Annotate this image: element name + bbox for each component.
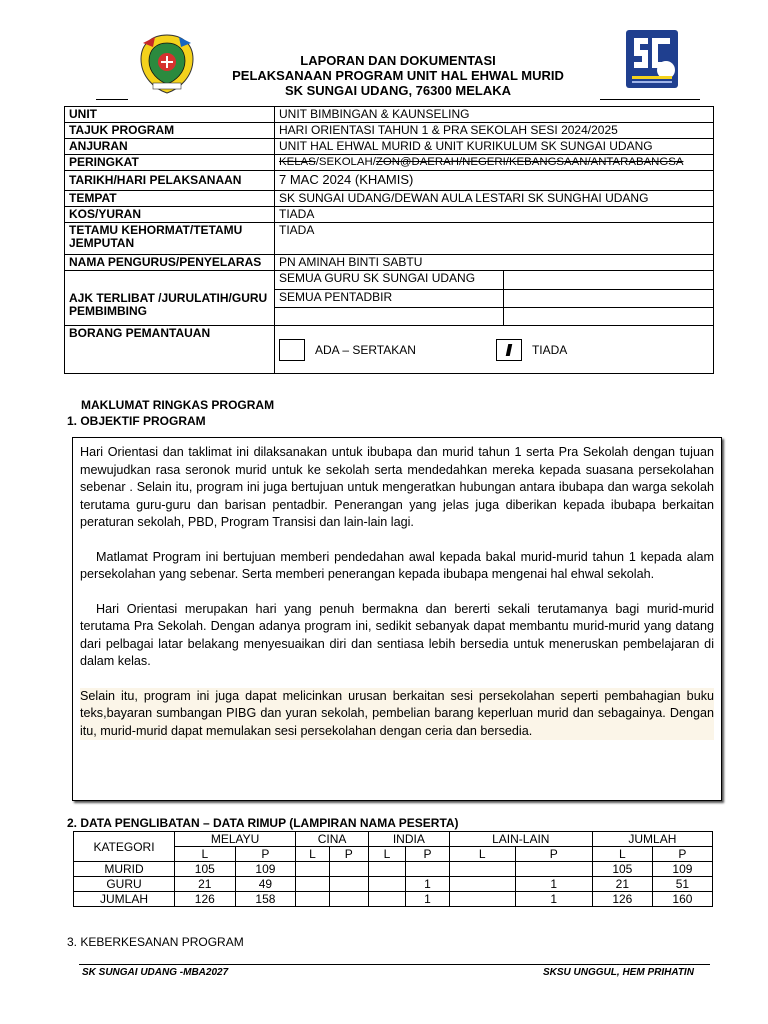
header-jumlah: JUMLAH [592,832,712,847]
value-borang [275,326,714,374]
table-cell [515,862,592,877]
label-tajuk: TAJUK PROGRAM [65,123,275,139]
objektif-paragraph-1: Hari Orientasi dan taklimat ini dilaksanakan untuk ibubapa dan murid tahun 1 serta Pra Sekolah dengan tujuan mewujudkan rasa seronok murid untuk ke sekolah serta mendedahkan mereka kepada suasana persekolahan sebenar . Selain itu, program ini juga bertujuan untuk mengeratkan hubungan antara ibubapa dan warga sekolah terutama guru-guru dan barisan pentadbir. Penerangan yang jelas juga diberikan kepada ibubapa berkaitan peraturan sekolah, PBD, Program Transisi dan lain-lain lagi. [80,445,714,529]
sub-l: L [296,847,329,862]
table-cell [449,862,515,877]
participation-header-row [74,832,713,847]
peringkat-struck-1: KELAS [279,156,316,168]
header-india: INDIA [368,832,449,847]
table-cell [296,877,329,892]
ajk-row-1: SEMUA GURU SK SUNGAI UDANG [275,271,503,289]
table-cell: 1 [515,877,592,892]
table-row [74,862,713,877]
header-cina: CINA [296,832,369,847]
footer-left: SK SUNGAI UDANG -MBA2027 [82,967,229,978]
sub-p: P [406,847,450,862]
label-tetamu: TETAMU KEHORMAT/TETAMU JEMPUTAN [65,223,275,255]
sub-p: P [515,847,592,862]
table-cell: 109 [235,862,296,877]
table-cell: 105 [592,862,652,877]
value-kos: TIADA [275,207,714,223]
label-pengurus: NAMA PENGURUS/PENYELARAS [65,255,275,271]
row-ajk [65,271,714,326]
tiada-label: TIADA [531,342,568,357]
participation-table [73,831,713,907]
program-25-logo [624,28,680,90]
table-cell [368,862,405,877]
objektif-textbox [72,437,722,801]
sub-p: P [235,847,296,862]
label-peringkat: PERINGKAT [65,155,275,171]
label-tempat: TEMPAT [65,191,275,207]
value-tarikh: 7 MAC 2024 (KHAMIS) [275,171,714,191]
ajk-row-2-extra [503,289,713,307]
footer-right: SKSU UNGGUL, HEM PRIHATIN [543,967,694,978]
peringkat-struck-2: ZON@DAERAH/NEGERI/KEBANGSAAN/ANTARABANGSA [375,156,684,168]
table-cell: 21 [175,877,236,892]
row-name: GURU [74,877,175,892]
sub-p: P [652,847,712,862]
table-cell: 1 [406,892,450,907]
ada-label: ADA – SERTAKAN [315,342,416,357]
maklumat-heading: MAKLUMAT RINGKAS PROGRAM [81,398,275,412]
title-line-2: PELAKSANAAN PROGRAM UNIT HAL EHWAL MURID [232,68,564,83]
footer-rule [79,964,710,965]
value-pengurus: PN AMINAH BINTI SABTU [275,255,714,271]
table-cell: 1 [406,877,450,892]
header-melayu: MELAYU [175,832,296,847]
school-crest-logo [137,33,197,95]
label-kos: KOS/YURAN [65,207,275,223]
sub-l: L [449,847,515,862]
header-lain-lain: LAIN-LAIN [449,832,592,847]
report-title [200,53,596,98]
row-borang [65,326,714,374]
header-kategori: KATEGORI [74,832,175,862]
value-anjuran: UNIT HAL EHWAL MURID & UNIT KURIKULUM SK SUNGAI UDANG [275,139,714,155]
row-unit [65,107,714,123]
row-tajuk [65,123,714,139]
table-cell [368,877,405,892]
header-rule-right [600,99,700,100]
sub-l: L [592,847,652,862]
ada-checkbox[interactable] [279,339,305,361]
value-tajuk: HARI ORIENTASI TAHUN 1 & PRA SEKOLAH SESI 2024/2025 [275,123,714,139]
table-row [74,892,713,907]
program-info-table [64,106,714,374]
value-unit: UNIT BIMBINGAN & KAUNSELING [275,107,714,123]
table-cell: 160 [652,892,712,907]
row-tarikh [65,171,714,191]
value-ajk [275,271,714,326]
label-borang: BORANG PEMANTAUAN [65,326,275,374]
table-cell [329,862,368,877]
header-rule-left [96,99,128,100]
label-tarikh: TARIKH/HARI PELAKSANAAN [65,171,275,191]
title-line-1: LAPORAN DAN DOKUMENTASI [300,53,496,68]
section-3-heading: 3. KEBERKESANAN PROGRAM [67,935,244,949]
ajk-row-2: SEMUA PENTADBIR [275,289,503,307]
row-kos [65,207,714,223]
title-line-3: SK SUNGAI UDANG, 76300 MELAKA [284,83,512,98]
table-cell [329,892,368,907]
row-tetamu [65,223,714,255]
ajk-row-3 [275,307,503,325]
table-cell [449,892,515,907]
table-cell: 109 [652,862,712,877]
row-anjuran [65,139,714,155]
label-unit: UNIT [65,107,275,123]
sub-l: L [175,847,236,862]
value-peringkat [275,155,714,171]
table-cell [368,892,405,907]
table-cell [406,862,450,877]
row-name: JUMLAH [74,892,175,907]
table-cell: 51 [652,877,712,892]
tiada-checkbox[interactable] [496,339,522,361]
row-name: MURID [74,862,175,877]
table-cell: 126 [175,892,236,907]
objektif-paragraph-2: Matlamat Program ini bertujuan memberi pendedahan awal kepada bakal murid-murid tahun 1 kepada alam persekolahan yang sebenar. Serta memberi penerangan kepada ibubapa mengenai hal ehwal sekolah. [80,549,714,581]
objektif-paragraph-4: Selain itu, program ini juga dapat melicinkan urusan berkaitan sesi persekolahan seperti pembahagian buku teks,bayaran sumbangan PIBG dan yuran sekolah, pembelian barang keperluan murid dan sebagainya. Dengan itu, murid-murid dapat memulakan sesi persekolahan dengan ceria dan bersedia. [80,688,714,741]
table-cell [449,877,515,892]
borang-options [275,326,713,366]
row-tempat [65,191,714,207]
label-ajk: AJK TERLIBAT /JURULATIH/GURU PEMBIMBING [65,271,275,326]
table-cell [296,892,329,907]
table-cell: 105 [175,862,236,877]
ajk-row-1-extra [503,271,713,289]
table-cell: 1 [515,892,592,907]
ajk-row-3-extra [503,307,713,325]
label-anjuran: ANJURAN [65,139,275,155]
sub-p: P [329,847,368,862]
value-tetamu: TIADA [275,223,714,255]
table-cell [329,877,368,892]
row-pengurus [65,255,714,271]
table-cell: 21 [592,877,652,892]
objektif-paragraph-3: Hari Orientasi merupakan hari yang penuh bermakna dan bererti sekali terutamanya bagi murid-murid terutama Pra Sekolah. Dengan adanya program ini, sedikit sebanyak dapat membantu murid-murid yang datang dari pelbagai latar belakang menyesuaikan diri dan sentiasa lebih bersedia untuk meneruskan pembelajaran di dalam kelas. [80,601,714,668]
table-cell: 158 [235,892,296,907]
section-2-heading: 2. DATA PENGLIBATAN – DATA RIMUP (LAMPIRAN NAMA PESERTA) [67,816,459,830]
table-cell [296,862,329,877]
ajk-subtable [275,271,713,325]
sub-l: L [368,847,405,862]
peringkat-selected: /SEKOLAH/ [315,156,376,168]
value-tempat: SK SUNGAI UDANG/DEWAN AULA LESTARI SK SUNGHAI UDANG [275,191,714,207]
row-peringkat [65,155,714,171]
table-cell: 126 [592,892,652,907]
section-1-heading: 1. OBJEKTIF PROGRAM [67,414,206,428]
table-cell: 49 [235,877,296,892]
table-row [74,877,713,892]
